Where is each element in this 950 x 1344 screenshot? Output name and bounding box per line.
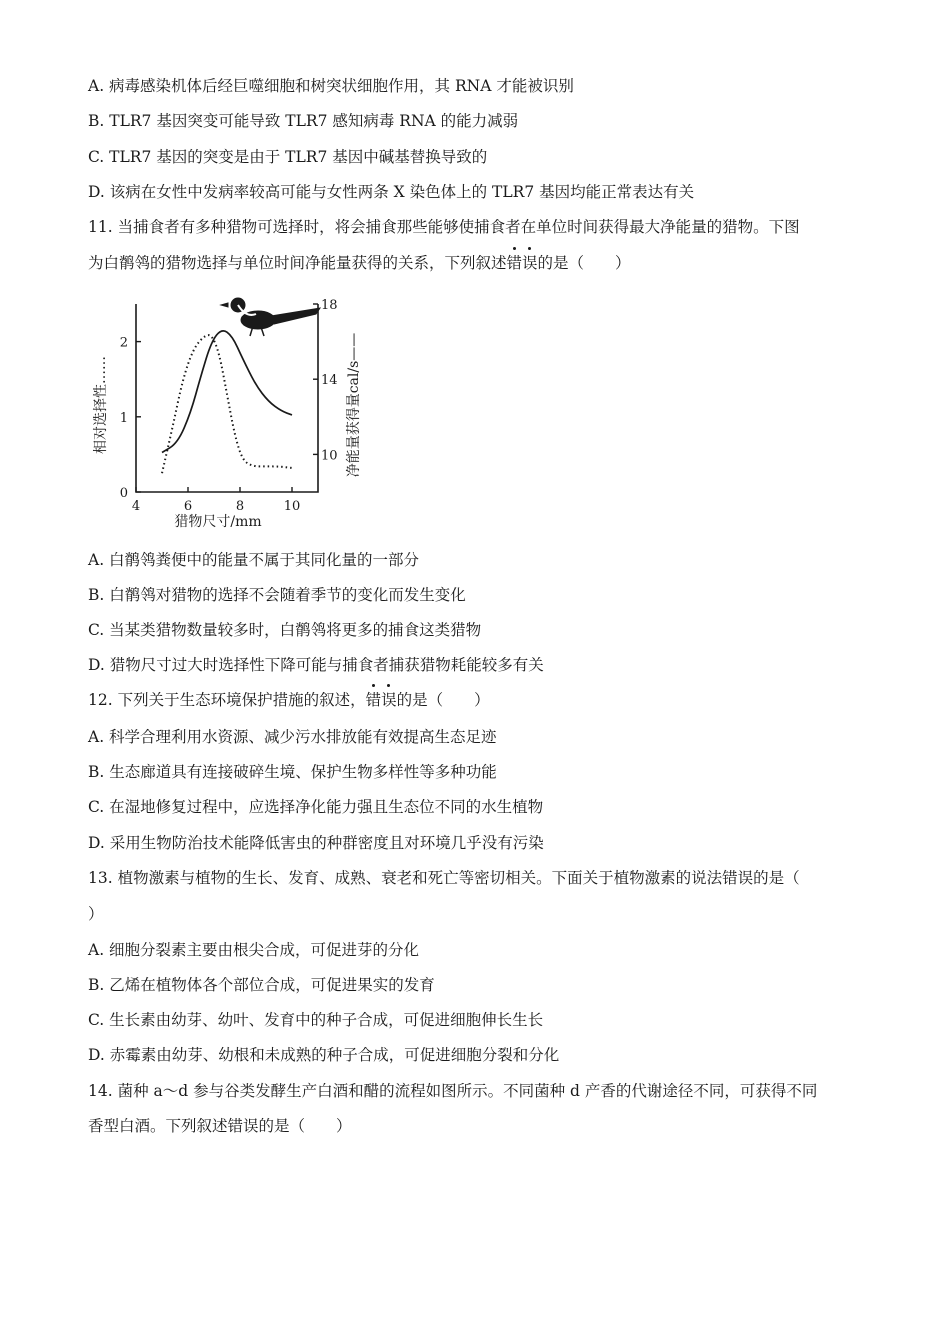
q12-option-a: A. 科学合理利用水资源、减少污水排放能有效提高生态足迹 xyxy=(88,728,497,746)
q13-option-c: C. 生长素由幼芽、幼叶、发育中的种子合成，可促进细胞伸长生长 xyxy=(88,1011,544,1029)
q12-stem xyxy=(88,690,490,710)
q11-stem-pre: 为白鹡鸰的猎物选择与单位时间净能量获得的关系，下列叙述 xyxy=(88,254,507,272)
q10-option-d: D. 该病在女性中发病率较高可能与女性两条 X 染色体上的 TLR7 基因均能正常表达有关 xyxy=(88,183,695,201)
q11-option-c: C. 当某类猎物数量较多时，白鹡鸰将更多的捕食这类猎物 xyxy=(88,621,482,639)
emphasis-char: 错 xyxy=(365,691,382,709)
q10-option-b: B. TLR7 基因突变可能导致 TLR7 感知病毒 RNA 的能力减弱 xyxy=(88,112,519,130)
q14-stem-line1: 14. 菌种 a～d 参与谷类发酵生产白酒和醋的流程如图所示。不同菌种 d 产香的代谢途径不同，可获得不同 xyxy=(88,1082,818,1100)
q13-option-b: B. 乙烯在植物体各个部位合成，可促进果实的发育 xyxy=(88,976,435,994)
y-left-tick-label: 2 xyxy=(119,335,128,351)
q13-option-a: A. 细胞分裂素主要由根尖合成，可促进芽的分化 xyxy=(88,941,420,959)
x-tick-label: 8 xyxy=(235,499,245,514)
series-net-energy xyxy=(162,331,292,453)
q10-option-a: A. 病毒感染机体后经巨噬细胞和树突状细胞作用，其 RNA 才能被识别 xyxy=(88,77,574,95)
q14-stem-line2: 香型白酒。下列叙述错误的是（ ） xyxy=(88,1117,352,1135)
y-left-tick-label: 0 xyxy=(119,486,128,501)
q12-option-c: C. 在湿地修复过程中，应选择净化能力强且生态位不同的水生植物 xyxy=(88,798,544,816)
emphasis-char: 错 xyxy=(506,254,523,272)
emphasis-char: 误 xyxy=(381,691,397,709)
y-right-tick-label: 18 xyxy=(321,298,338,313)
q11-chart xyxy=(88,290,378,540)
x-axis-label: 猎物尺寸/mm xyxy=(174,514,262,530)
y-left-tick-label: 1 xyxy=(119,410,128,426)
q12-stem-pre: 12. 下列关于生态环境保护措施的叙述， xyxy=(88,691,366,709)
q11-stem-post: 的是（ ） xyxy=(537,254,631,272)
bird-icon xyxy=(221,298,320,336)
q13-stem-line2: ） xyxy=(88,905,104,923)
chart-series xyxy=(162,331,292,473)
x-tick-label: 10 xyxy=(283,499,301,514)
y-right-tick-label: 10 xyxy=(321,448,338,464)
q12-stem-post: 的是（ ） xyxy=(396,691,490,709)
y-axis-label-left: 相对选择性…… xyxy=(93,356,109,454)
y-right-tick-label: 14 xyxy=(321,373,338,389)
q11-option-a: A. 白鹡鸰粪便中的能量不属于其同化量的一部分 xyxy=(88,551,420,569)
q11-option-d: D. 猎物尺寸过大时选择性下降可能与捕食者捕获猎物耗能较多有关 xyxy=(88,656,544,674)
q13-stem-line1: 13. 植物激素与植物的生长、发育、成熟、衰老和死亡等密切相关。下面关于植物激素的说法错误的是（ xyxy=(88,869,800,887)
q12-option-b: B. 生态廊道具有连接破碎生境、保护生物多样性等多种功能 xyxy=(88,763,497,781)
q10-option-c: C. TLR7 基因的突变是由于 TLR7 基因中碱基替换导致的 xyxy=(88,148,488,166)
emphasis-char: 误 xyxy=(522,254,538,272)
q12-option-d: D. 采用生物防治技术能降低害虫的种群密度且对环境几乎没有污染 xyxy=(88,834,544,852)
x-tick-label: 4 xyxy=(131,499,141,514)
q11-stem-line1: 11. 当捕食者有多种猎物可选择时，将会捕食那些能够使捕食者在单位时间获得最大净能量的猎物。下图 xyxy=(88,218,800,236)
x-tick-label: 6 xyxy=(183,499,193,514)
q11-option-b: B. 白鹡鸰对猎物的选择不会随着季节的变化而发生变化 xyxy=(88,586,466,604)
y-axis-label-right: 净能量获得量cal/s—— xyxy=(346,332,362,478)
q11-stem-line2 xyxy=(88,253,631,273)
q13-option-d: D. 赤霉素由幼芽、幼根和未成熟的种子合成，可促进细胞分裂和分化 xyxy=(88,1046,560,1064)
chart-ticks xyxy=(120,298,338,514)
